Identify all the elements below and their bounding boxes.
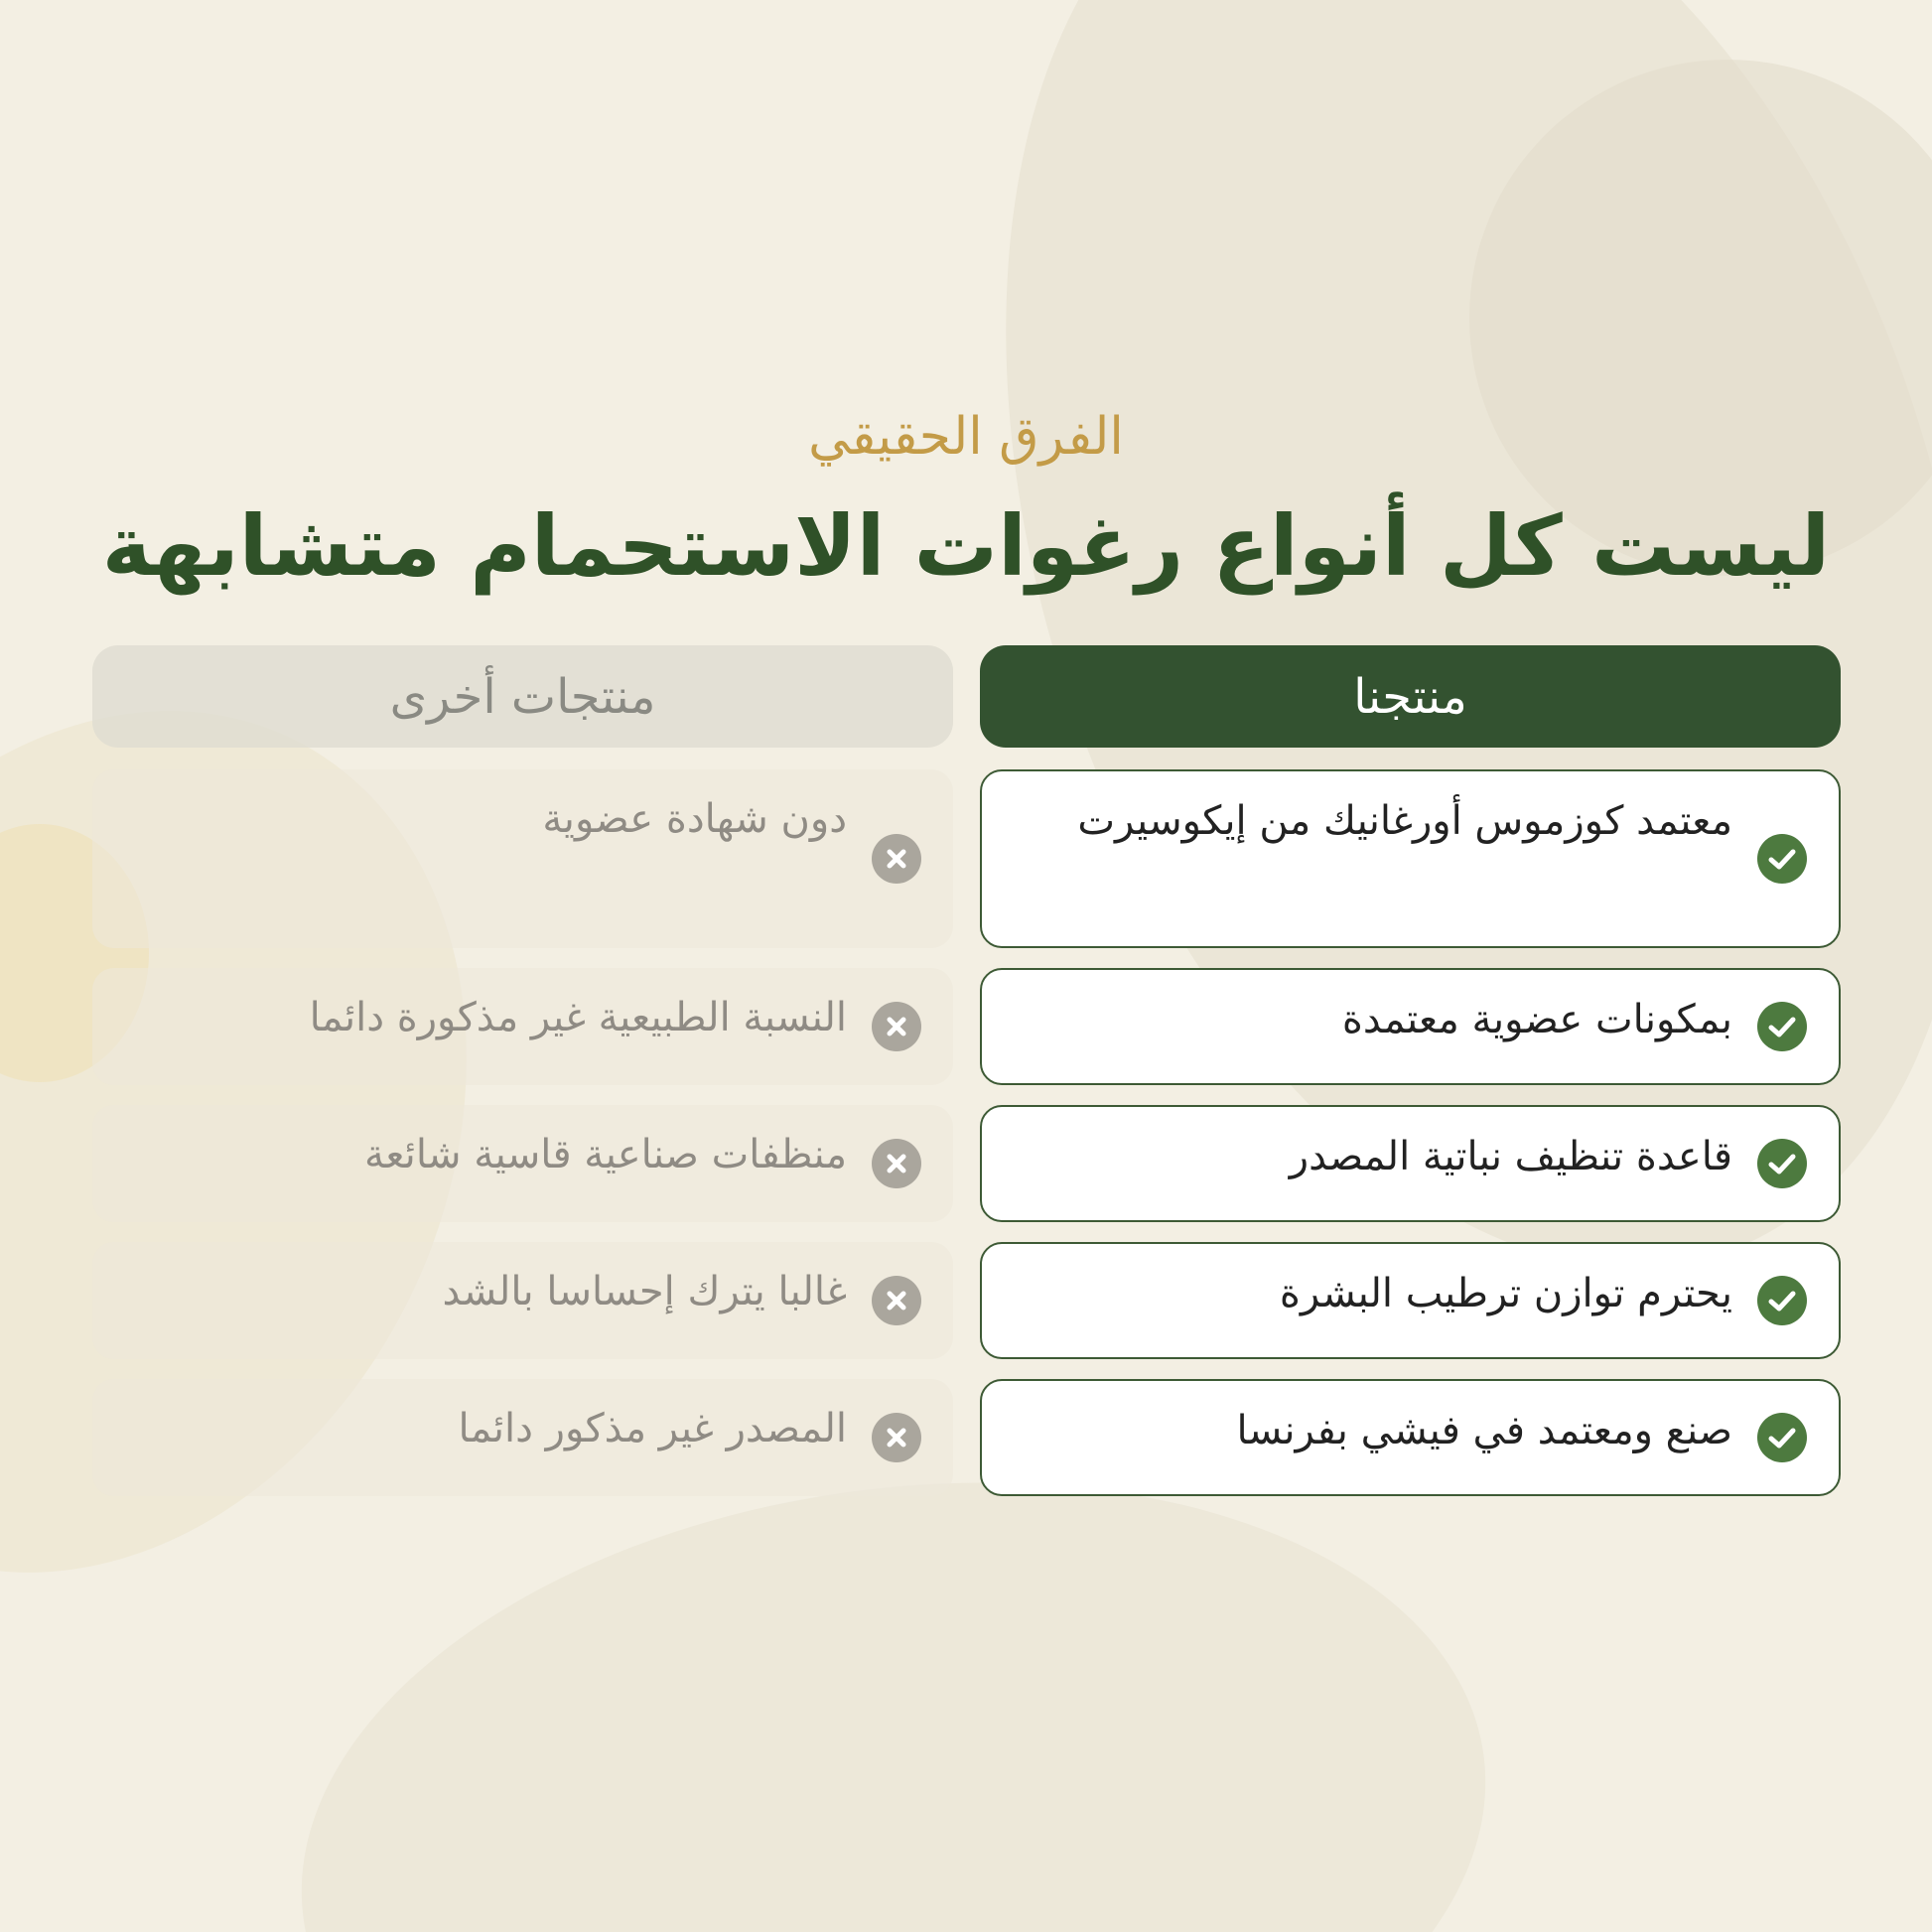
other-feature-text: المصدر غير مذكور دائما	[458, 1406, 847, 1451]
page-title: ليست كل أنواع رغوات الاستحمام متشابهة	[101, 497, 1831, 595]
other-feature-row	[92, 769, 953, 948]
our-feature-row	[980, 968, 1841, 1085]
our-feature-row	[980, 1379, 1841, 1496]
other-products-header	[92, 645, 953, 748]
our-feature-text: صنع ومعتمد في فيشي بفرنسا	[1236, 1408, 1732, 1453]
other-feature-row	[92, 1379, 953, 1496]
other-products-header-label: منتجات أخرى	[389, 668, 656, 725]
our-feature-text: بمكونات عضوية معتمدة	[1341, 997, 1732, 1042]
other-feature-row	[92, 1105, 953, 1222]
check-circle-icon	[1757, 1276, 1807, 1325]
our-feature-row	[980, 1105, 1841, 1222]
our-feature-row	[980, 1242, 1841, 1359]
check-circle-icon	[1757, 1413, 1807, 1462]
our-product-header	[980, 645, 1841, 748]
check-circle-icon	[1757, 1002, 1807, 1051]
x-circle-icon	[872, 1139, 921, 1188]
our-feature-row	[980, 769, 1841, 948]
eyebrow-label: الفرق الحقيقي	[808, 407, 1124, 467]
other-products-column	[92, 645, 953, 1516]
our-feature-text: معتمد كوزموس أورغانيك من إيكوسيرت	[1077, 798, 1732, 844]
check-circle-icon	[1757, 1139, 1807, 1188]
other-feature-text: غالبا يترك إحساسا بالشد	[442, 1269, 847, 1314]
other-feature-row	[92, 968, 953, 1085]
our-product-column	[980, 645, 1841, 1516]
x-circle-icon	[872, 1276, 921, 1325]
other-feature-text: منظفات صناعية قاسية شائعة	[363, 1132, 847, 1177]
other-feature-text: دون شهادة عضوية	[542, 796, 847, 842]
x-circle-icon	[872, 1413, 921, 1462]
x-circle-icon	[872, 834, 921, 884]
other-feature-row	[92, 1242, 953, 1359]
our-feature-text: قاعدة تنظيف نباتية المصدر	[1289, 1134, 1732, 1179]
our-product-header-label: منتجنا	[1353, 668, 1467, 725]
check-circle-icon	[1757, 834, 1807, 884]
our-feature-text: يحترم توازن ترطيب البشرة	[1279, 1271, 1732, 1316]
other-feature-text: النسبة الطبيعية غير مذكورة دائما	[309, 995, 847, 1040]
x-circle-icon	[872, 1002, 921, 1051]
